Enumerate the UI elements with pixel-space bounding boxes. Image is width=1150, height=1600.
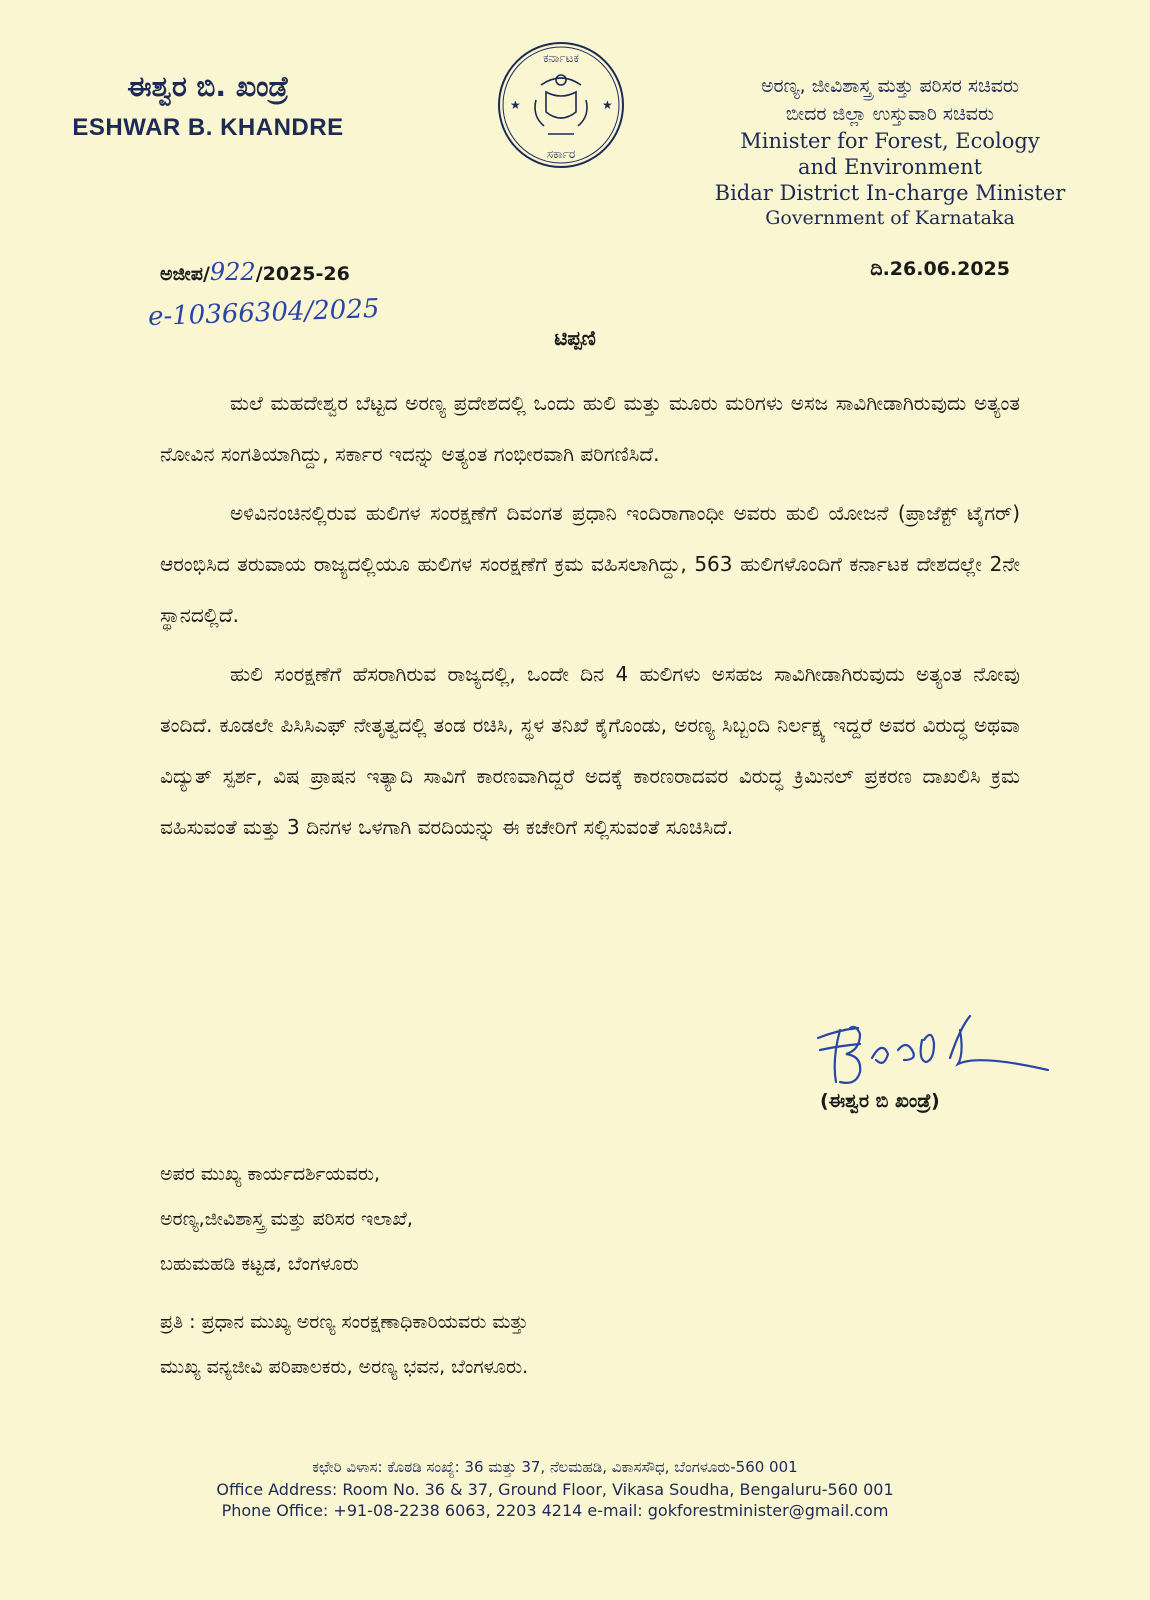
minister-name-block [48, 70, 368, 142]
designation-english-3: Bidar District In-charge Minister [714, 181, 1066, 205]
minister-name-english: ESHWAR B. KHANDRE [72, 114, 344, 141]
efile-handwritten-number: e-10366304/2025 [147, 293, 380, 333]
government-name: Government of Karnataka [765, 207, 1015, 229]
copy-to-block [160, 1300, 528, 1390]
designation-kannada-2: ಬೀದರ ಜಿಲ್ಲಾ ಉಸ್ತುವಾರಿ ಸಚಿವರು [785, 103, 995, 125]
karnataka-emblem-seal [496, 40, 626, 170]
emblem-text-top: ಕರ್ನಾಟಕ [543, 51, 579, 65]
paragraph-1: ಮಲೆ ಮಹದೇಶ್ವರ ಬೆಟ್ಟದ ಅರಣ್ಯ ಪ್ರದೇಶದಲ್ಲಿ ಒಂದು ಹುಲಿ ಮತ್ತು ಮೂರು ಮರಿಗಳು ಅಸಜ ಸಾವಿಗೀಡಾಗಿರುವುದು ಅತ್ಯಂತ ನೋವಿನ ಸಂಗತಿಯಾಗಿದ್ದು, ಸರ್ಕಾರ ಇದನ್ನು ಅತ್ಯಂತ ಗಂಭೀರವಾಗಿ ಪರಿಗಣಿಸಿದೆ. [160, 391, 1020, 466]
addressee-line-3: ಬಹುಮಹಡಿ ಕಟ್ಟಡ, ಬೆಂಗಳೂರು [160, 1253, 359, 1275]
designation-english-2: and Environment [797, 155, 983, 179]
copy-to-line-1: ಪ್ರತಿ : ಪ್ರಧಾನ ಮುಖ್ಯ ಅರಣ್ಯ ಸಂರಕ್ಷಣಾಧಿಕಾರಿಯವರು ಮತ್ತು [160, 1311, 529, 1333]
reference-number [160, 258, 350, 286]
minister-name-kannada: ಈಶ್ವರ ಬಿ. ಖಂಡ್ರೆ [127, 70, 289, 103]
addressee-line-1: ಅಪರ ಮುಖ್ಯ ಕಾರ್ಯದರ್ಶಿಯವರು, [160, 1163, 381, 1185]
reference-prefix: ಅಜೀಪ/ [160, 263, 210, 285]
footer-phone-email: Phone Office: +91-08-2238 6063, 2203 4214 e-mail: gokforestminister@gmail.com [221, 1501, 889, 1520]
footer-address-english: Office Address: Room No. 36 & 37, Ground Floor, Vikasa Soudha, Bengaluru-560 001 [216, 1480, 894, 1499]
designation-english-1: Minister for Forest, Ecology [740, 129, 1040, 153]
letter-body [160, 378, 1020, 861]
signatory-name: (ಈಶ್ವರ ಬಿ ಖಂಡ್ರೆ) [820, 1090, 940, 1112]
designation-block [690, 72, 1090, 230]
svg-text:★: ★ [510, 98, 521, 112]
letter-date: ದಿ.26.06.2025 [870, 258, 1010, 280]
addressee-block [160, 1152, 413, 1287]
reference-handwritten-number: 922 [209, 258, 256, 286]
note-title: ಟಿಪ್ಪಣಿ [554, 326, 596, 350]
copy-to-line-2: ಮುಖ್ಯ ವನ್ಯಜೀವಿ ಪರಿಪಾಲಕರು, ಅರಣ್ಯ ಭವನ, ಬೆಂಗಳೂರು. [160, 1356, 529, 1378]
letter-footer [0, 1455, 1110, 1521]
designation-kannada-1: ಅರಣ್ಯ, ಜೀವಿಶಾಸ್ತ್ರ ಮತ್ತು ಪರಿಸರ ಸಚಿವರು [760, 75, 1020, 97]
svg-text:★: ★ [602, 98, 613, 112]
footer-address-kannada: ಕಛೇರಿ ವಿಳಾಸ: ಕೊಠಡಿ ಸಂಖ್ಯೆ: 36 ಮತ್ತು 37, ನೆಲಮಹಡಿ, ವಿಕಾಸಸೌಧ, ಬೆಂಗಳೂರು-560 001 [312, 1458, 798, 1476]
gandaberunda-icon [535, 75, 587, 134]
handwritten-signature [810, 1010, 1080, 1090]
reference-suffix: /2025-26 [255, 263, 350, 285]
addressee-line-2: ಅರಣ್ಯ,ಜೀವಿಶಾಸ್ತ್ರ ಮತ್ತು ಪರಿಸರ ಇಲಾಖೆ, [160, 1208, 413, 1230]
paragraph-2: ಅಳಿವಿನಂಚಿನಲ್ಲಿರುವ ಹುಲಿಗಳ ಸಂರಕ್ಷಣೆಗೆ ದಿವಂಗತ ಪ್ರಧಾನಿ ಇಂದಿರಾಗಾಂಧೀ ಅವರು ಹುಲಿ ಯೋಜನೆ (ಪ್ರಾಜೆಕ್ಟ್ ಟೈಗರ್) ಆರಂಭಿಸಿದ ತರುವಾಯ ರಾಜ್ಯದಲ್ಲಿಯೂ ಹುಲಿಗಳ ಸಂರಕ್ಷಣೆಗೆ ಕ್ರಮ ವಹಿಸಲಾಗಿದ್ದು, 563 ಹುಲಿಗಳೊಂದಿಗೆ ಕರ್ನಾಟಕ ದೇಶದಲ್ಲೇ 2ನೇ ಸ್ಥಾನದಲ್ಲಿದೆ. [160, 501, 1020, 627]
paragraph-3: ಹುಲಿ ಸಂರಕ್ಷಣೆಗೆ ಹೆಸರಾಗಿರುವ ರಾಜ್ಯದಲ್ಲಿ, ಒಂದೇ ದಿನ 4 ಹುಲಿಗಳು ಅಸಹಜ ಸಾವಿಗೀಡಾಗಿರುವುದು ಅತ್ಯಂತ ನೋವು ತಂದಿದೆ. ಕೂಡಲೇ ಪಿಸಿಸಿಎಫ್ ನೇತೃತ್ವದಲ್ಲಿ ತಂಡ ರಚಿಸಿ, ಸ್ಥಳ ತನಿಖೆ ಕೈಗೊಂಡು, ಅರಣ್ಯ ಸಿಬ್ಬಂದಿ ನಿರ್ಲಕ್ಷ್ಯ ಇದ್ದರೆ ಅವರ ವಿರುದ್ಧ ಅಥವಾ ವಿದ್ಯುತ್ ಸ್ಪರ್ಶ, ವಿಷ ಪ್ರಾಷನ ಇತ್ಯಾದಿ ಸಾವಿಗೆ ಕಾರಣವಾಗಿದ್ದರೆ ಅದಕ್ಕೆ ಕಾರಣರಾದವರ ವಿರುದ್ಧ ಕ್ರಿಮಿನಲ್ ಪ್ರಕರಣ ದಾಖಲಿಸಿ ಕ್ರಮ ವಹಿಸುವಂತೆ ಮತ್ತು 3 ದಿನಗಳ ಒಳಗಾಗಿ ವರದಿಯನ್ನು ಈ ಕಚೇರಿಗೆ ಸಲ್ಲಿಸುವಂತೆ ಸೂಚಿಸಿದೆ. [160, 662, 1020, 839]
emblem-text-bottom: ಸರ್ಕಾರ [546, 147, 576, 161]
